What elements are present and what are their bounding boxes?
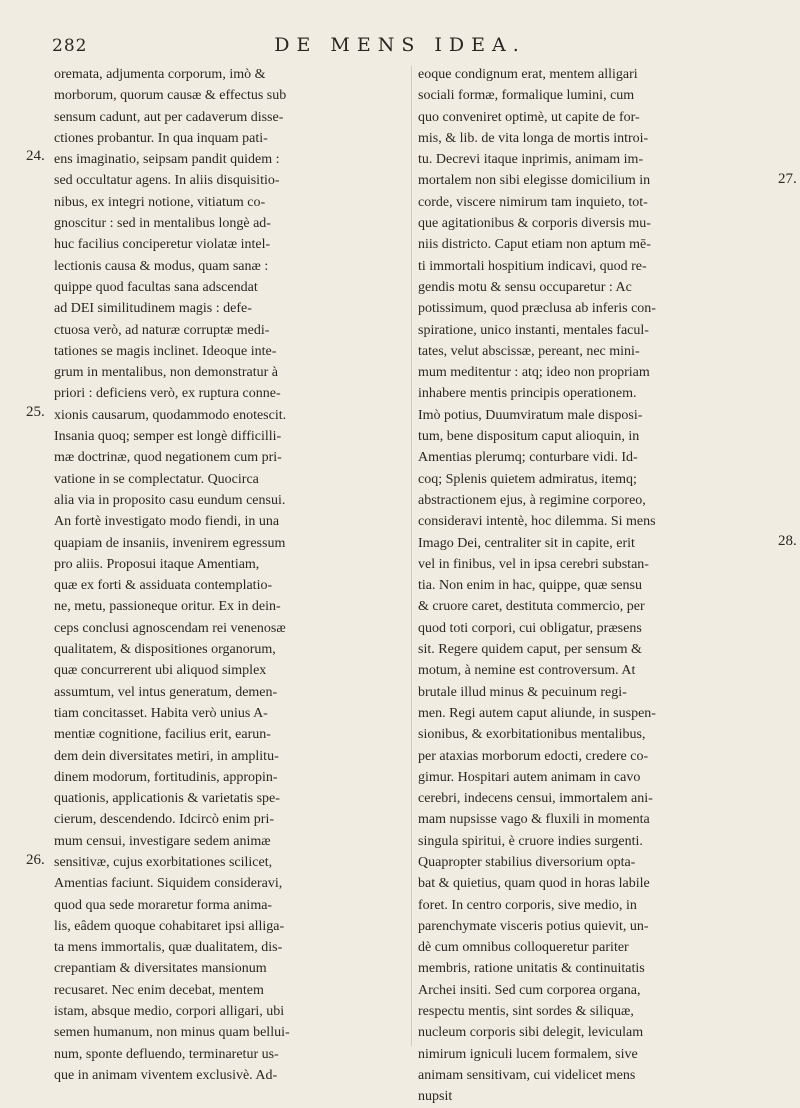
- text-line: grum in mentalibus, non demonstratur à: [54, 365, 278, 381]
- text-line: sed occultatur agens. In aliis disquisitio-: [54, 173, 280, 189]
- margin-number: 28.: [778, 533, 797, 549]
- text-line: quæ ex forti & assiduata contemplatio-: [54, 578, 273, 594]
- text-line: morborum, quorum causæ & effectus sub: [54, 88, 287, 104]
- text-line: ceps conclusi agnoscendam rei venenosæ: [54, 620, 286, 636]
- right-column: [418, 64, 770, 1108]
- text-line: sociali formæ, formalique lumini, cum: [418, 88, 635, 104]
- text-line: semen humanum, non minus quam bellui-: [54, 1025, 290, 1041]
- text-line: Imago Dei, centraliter sit in capite, erit: [418, 535, 635, 551]
- text-line: eoque condignum erat, mentem alligari: [418, 67, 638, 82]
- text-line: mam nupsisse vago & fluxili in momenta: [418, 812, 650, 828]
- text-line: cierum, descendendo. Idcircò enim pri-: [54, 812, 275, 828]
- text-line: tum, bene dispositum caput alioquin, in: [418, 429, 640, 445]
- text-line: animam sensitivam, cui videlicet mens: [418, 1067, 636, 1083]
- text-line: sit. Regere quidem caput, per sensum &: [418, 642, 642, 658]
- text-line: dè cum omnibus colloqueretur pariter: [418, 940, 629, 956]
- text-line: per ataxias morborum edocti, credere co-: [418, 748, 649, 764]
- text-line: abstractionem ejus, à regimine corporeo,: [418, 492, 646, 508]
- text-line: quod qua sede moraretur forma anima-: [54, 897, 273, 913]
- text-line: sensum cadunt, aut per cadaverum disse-: [54, 109, 284, 125]
- text-line: Quapropter stabilius diversorium opta-: [418, 854, 636, 870]
- page-header: [0, 36, 800, 62]
- text-line: vel in finibus, vel in ipsa cerebri substan-: [418, 556, 649, 572]
- text-line: mum meditentur : atq; ideo non propriam: [418, 365, 650, 381]
- column-divider: [411, 66, 412, 1046]
- text-line: lis, eâdem quoque cohabitaret ipsi alliga-: [54, 918, 285, 934]
- text-line: num, sponte defluendo, terminaretur us-: [54, 1046, 279, 1062]
- text-line: Insania quoq; semper est longè difficilli-: [54, 429, 282, 445]
- text-line: Archei insiti. Sed cum corporea organa,: [418, 982, 641, 998]
- text-line: nibus, ex integri notione, vitiatum co-: [54, 194, 266, 210]
- text-line: istam, absque medio, corpori alligari, ubi: [54, 1004, 285, 1020]
- text-line: niis districto. Caput etiam non aptum mē-: [418, 237, 651, 253]
- text-line: lectionis causa & modus, quam sanæ :: [54, 258, 269, 274]
- text-line: mortalem non sibi elegisse domicilium in: [418, 173, 651, 189]
- text-line: An fortè investigato modo fiendi, in una: [54, 514, 280, 530]
- text-line: quapiam de insaniis, invenirem egressum: [54, 535, 286, 551]
- text-line: Amentias faciunt. Siquidem consideravi,: [54, 876, 283, 892]
- text-line: que in animam viventem exclusivè. Ad-: [54, 1067, 278, 1083]
- text-line: gnoscitur : sed in mentalibus longè ad-: [54, 216, 271, 232]
- text-line: quationis, applicationis & varietatis spe-: [54, 791, 280, 807]
- text-line: mentiæ cognitione, facilius erit, earun-: [54, 727, 271, 743]
- page-number: 282: [52, 36, 88, 56]
- margin-number: 25.: [26, 404, 45, 420]
- text-line: qualitatem, & dispositiones organorum,: [54, 642, 276, 658]
- text-line: quo conveniret optimè, ut capite de for-: [418, 109, 640, 125]
- text-line: dem dein diversitates metiri, in amplitu-: [54, 748, 279, 764]
- text-line: que agitationibus & corporis diversis mu-: [418, 216, 651, 232]
- text-line: tates, velut abscissæ, pereant, nec mini-: [418, 343, 640, 359]
- text-line: tu. Decrevi itaque inprimis, animam im-: [418, 152, 644, 168]
- text-line: quod toti corpori, cui obligatur, præsens: [418, 620, 642, 636]
- text-line: coq; Splenis quietem admiratus, itemq;: [418, 471, 637, 487]
- text-line: oremata, adjumenta corporum, imò &: [54, 67, 266, 82]
- text-line: sensitivæ, cujus exorbitationes scilicet,: [54, 854, 273, 870]
- left-column: [54, 64, 408, 1086]
- text-line: huc facilius conciperetur violatæ intel-: [54, 237, 271, 253]
- text-line: parenchymate visceris potius quievit, un-: [418, 918, 649, 934]
- text-line: assumtum, vel intus generatum, demen-: [54, 684, 278, 700]
- text-line: singula spiritui, è cruore indies surgenti.: [418, 833, 643, 849]
- text-line: pro aliis. Proposui itaque Amentiam,: [54, 556, 260, 572]
- margin-number: 24.: [26, 148, 45, 164]
- text-line: gendis motu & sensu occuparetur : Ac: [418, 279, 632, 295]
- text-line: ctiones probantur. In qua inquam pati-: [54, 130, 268, 146]
- text-line: mum censui, investigare sedem animæ: [54, 833, 271, 849]
- text-line: quippe quod facultas sana adscendat: [54, 279, 258, 295]
- text-line: potissimum, quod præclusa ab inferis con-: [418, 301, 656, 317]
- text-line: recusaret. Nec enim decebat, mentem: [54, 982, 264, 998]
- text-line: vatione in se complectatur. Quocirca: [54, 471, 259, 487]
- text-line: membris, ratione unitatis & continuitatis: [418, 961, 645, 977]
- text-line: spiratione, unico instanti, mentales facul-: [418, 322, 649, 338]
- text-line: mæ doctrinæ, quod negationem cum pri-: [54, 450, 282, 466]
- text-line: inhabere mentis principis operationem.: [418, 386, 637, 402]
- text-line: sionibus, & exorbitationibus mentalibus,: [418, 727, 646, 743]
- text-line: men. Regi autem caput aliunde, in suspen-: [418, 705, 656, 721]
- text-line: cerebri, indecens censui, immortalem ani-: [418, 791, 653, 807]
- text-line: respectu mentis, sint sordes & siliquæ,: [418, 1004, 634, 1020]
- text-line: ne, metu, passioneque oritur. Ex in dein-: [54, 599, 281, 615]
- text-line: crepantiam & diversitates mansionum: [54, 961, 267, 977]
- text-line: bat & quietius, quam quod in horas labile: [418, 876, 650, 892]
- text-line: motum, à nemine est controversum. At: [418, 663, 636, 679]
- text-line: ti immortali hospitium indicavi, quod re-: [418, 258, 647, 274]
- text-line: quæ concurrerent ubi aliquod simplex: [54, 663, 267, 679]
- text-line: tationes se magis inclinet. Ideoque inte-: [54, 343, 277, 359]
- text-line: alia via in proposito casu eundum censui.: [54, 492, 286, 508]
- text-line: nupsit: [418, 1089, 453, 1105]
- text-line: mis, & lib. de vita longa de mortis introi-: [418, 130, 649, 146]
- text-line: ens imaginatio, seipsam pandit quidem :: [54, 152, 280, 168]
- text-line: ta mens immortalis, quæ dualitatem, dis-: [54, 940, 283, 956]
- margin-number: 26.: [26, 852, 45, 868]
- text-line: ad DEI similitudinem magis : defe-: [54, 301, 252, 317]
- text-line: priori : deficiens verò, ex ruptura conne-: [54, 386, 281, 402]
- text-line: foret. In centro corporis, sive medio, in: [418, 897, 637, 913]
- text-line: xionis causarum, quodammodo enotescit.: [54, 407, 287, 423]
- text-line: consideravi intentè, hoc dilemma. Si mens: [418, 514, 656, 530]
- text-line: & cruore caret, destituta commercio, per: [418, 599, 645, 615]
- text-line: corde, viscere nimirum tam inquieto, tot-: [418, 194, 648, 210]
- text-line: nucleum corporis sibi delegit, leviculam: [418, 1025, 644, 1041]
- text-line: tiam concitasset. Habita verò unius A-: [54, 705, 268, 721]
- text-line: brutale illud minus & pecuinum regi-: [418, 684, 627, 700]
- text-line: Amentias plerumq; conturbare vidi. Id-: [418, 450, 638, 466]
- text-line: nimirum igniculi lucem formalem, sive: [418, 1046, 638, 1062]
- margin-number: 27.: [778, 171, 797, 187]
- running-head: DE MENS IDEA.: [274, 34, 526, 56]
- text-line: Imò potius, Duumviratum male disposi-: [418, 407, 643, 423]
- text-line: ctuosa verò, ad naturæ corruptæ medi-: [54, 322, 270, 338]
- text-line: gimur. Hospitari autem animam in cavo: [418, 769, 641, 785]
- text-line: tia. Non enim in hac, quippe, quæ sensu: [418, 578, 642, 594]
- text-line: dinem modorum, fortitudinis, appropin-: [54, 769, 278, 785]
